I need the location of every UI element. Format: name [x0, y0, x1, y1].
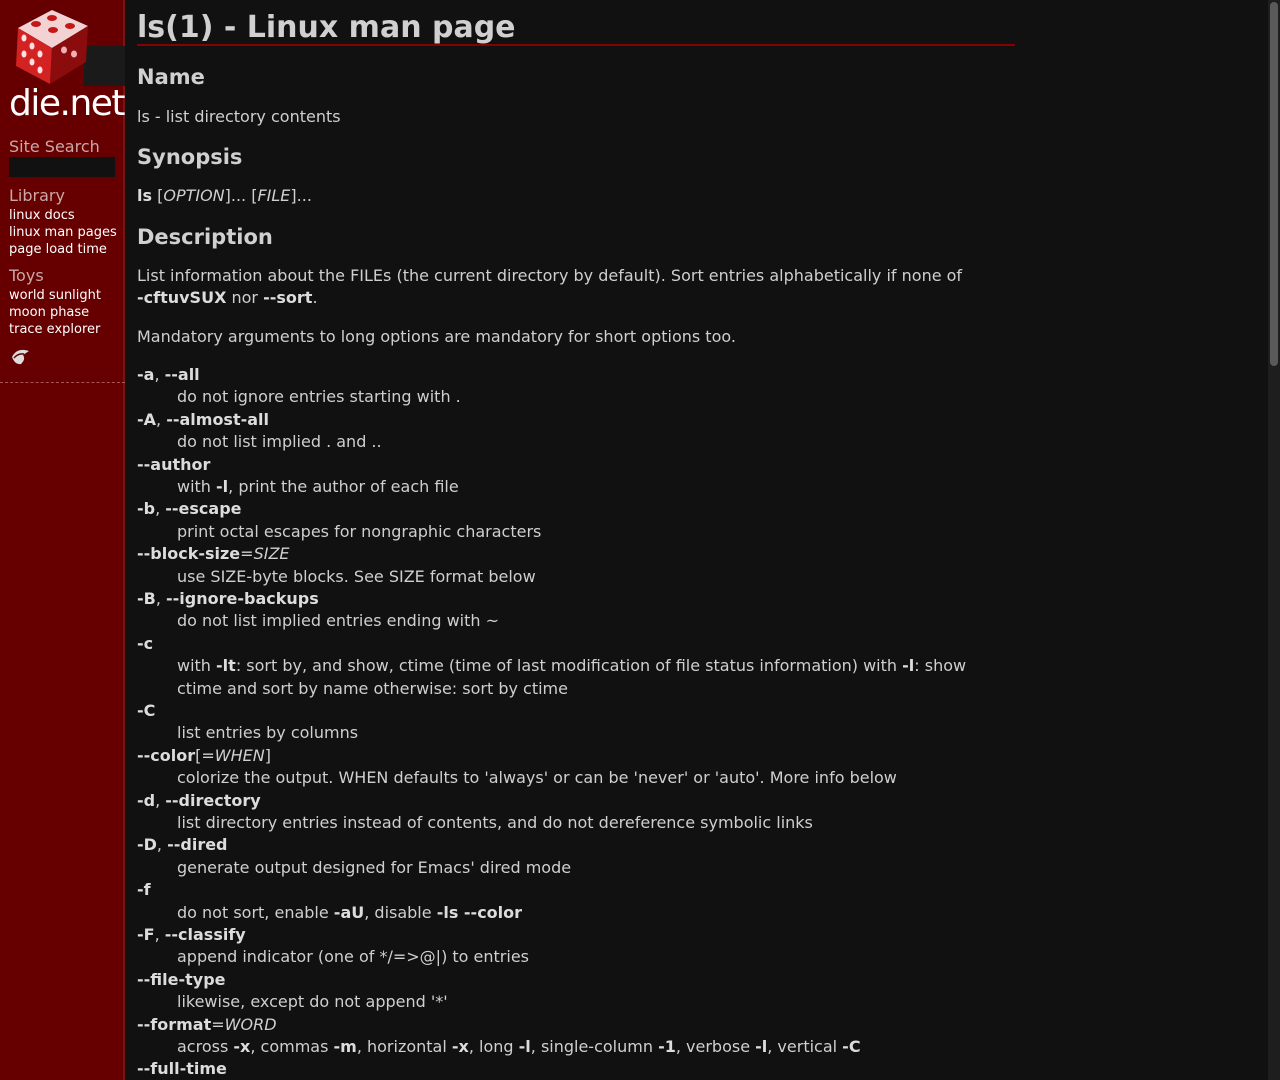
option-b — [137, 498, 242, 520]
synopsis-part: ]... [ — [224, 186, 258, 205]
option-short: -A — [137, 410, 157, 429]
synopsis-part: ]... — [290, 186, 312, 205]
mandatory-args-text: Mandatory arguments to long options are mandatory for short options too. — [137, 327, 736, 346]
option-long: --full-time — [137, 1059, 227, 1078]
brand-text: die.net — [9, 83, 125, 124]
sidebar-divider — [0, 382, 125, 383]
option-ref: -l — [216, 477, 229, 496]
text-part: , horizontal — [356, 1037, 452, 1056]
option-long: --all — [164, 365, 200, 384]
option-short: -C — [137, 701, 156, 720]
option-ref: -1 — [658, 1037, 676, 1056]
section-name-heading: Name — [137, 65, 205, 89]
scrollbar-thumb[interactable] — [1270, 2, 1278, 366]
option-b-desc: print octal escapes for nongraphic characters — [177, 522, 542, 541]
option-sep: , — [154, 365, 165, 384]
link-world-sunlight[interactable]: world sunlight — [9, 288, 101, 303]
option-ref: -x — [451, 1037, 469, 1056]
option-f-desc — [177, 902, 522, 925]
synopsis-text — [137, 185, 312, 207]
option-long: --ignore-backups — [166, 589, 319, 608]
text-part: : show — [914, 656, 967, 675]
option-a — [137, 364, 200, 386]
option-long: --block-size — [137, 544, 241, 563]
option-format-desc — [177, 1036, 861, 1059]
option-D-desc: generate output designed for Emacs' dired mode — [177, 858, 572, 877]
option-arg: SIZE — [253, 544, 290, 563]
option-c-desc-line-1 — [177, 655, 966, 678]
option-short: -a — [137, 365, 155, 384]
option-ref: -l — [518, 1037, 531, 1056]
option-long: --color — [137, 746, 196, 765]
option-A-desc: do not list implied . and .. — [177, 432, 382, 451]
link-moon-phase[interactable]: moon phase — [9, 305, 90, 320]
synopsis-command: ls — [137, 186, 153, 205]
option-B-desc: do not list implied entries ending with ~ — [177, 611, 500, 630]
text-part: do not sort, enable — [177, 903, 334, 922]
option-block-size-desc: use SIZE-byte blocks. See SIZE format below — [177, 567, 536, 586]
option-ref: -lt — [216, 656, 236, 675]
option-A — [137, 409, 269, 431]
option-long: --file-type — [137, 970, 226, 989]
option-d-desc: list directory entries instead of contents, and do not dereference symbolic links — [177, 813, 813, 832]
option-ref: -x — [233, 1037, 251, 1056]
option-sep: , — [154, 925, 165, 944]
option-c — [137, 633, 153, 655]
text-part: across — [177, 1037, 234, 1056]
option-D — [137, 834, 228, 856]
option-ref: -aU — [333, 903, 365, 922]
section-synopsis-heading: Synopsis — [137, 145, 243, 169]
text-part: , verbose — [675, 1037, 756, 1056]
library-heading: Library — [9, 186, 65, 205]
option-short: -D — [137, 835, 157, 854]
link-linux-man-pages[interactable]: linux man pages — [9, 225, 117, 240]
option-sep: [= — [195, 746, 215, 765]
option-sep: , — [155, 791, 166, 810]
text-part: , single-column — [530, 1037, 659, 1056]
description-line-2 — [137, 287, 318, 309]
option-ref: -m — [333, 1037, 357, 1056]
option-block-size — [137, 543, 290, 565]
text-part: , commas — [250, 1037, 334, 1056]
option-sep: , — [156, 410, 167, 429]
feed-icon[interactable] — [9, 345, 31, 367]
site-search-input[interactable] — [9, 157, 115, 177]
option-short: -F — [137, 925, 155, 944]
option-ref: -ls --color — [436, 903, 523, 922]
text-part: , long — [468, 1037, 519, 1056]
option-full-time — [137, 1058, 227, 1080]
option-long: --dired — [167, 835, 228, 854]
synopsis-part: [ — [152, 186, 164, 205]
option-C-desc: list entries by columns — [177, 723, 359, 742]
toys-heading: Toys — [9, 266, 44, 285]
option-author-desc — [177, 476, 459, 499]
site-logo[interactable] — [0, 0, 125, 130]
option-F-desc: append indicator (one of */=>@|) to entries — [177, 947, 529, 966]
text-part: nor — [226, 288, 264, 307]
option-arg: WHEN — [214, 746, 265, 765]
option-arg: WORD — [224, 1015, 277, 1034]
section-description-heading: Description — [137, 225, 273, 249]
option-long: --escape — [165, 499, 242, 518]
option-short: -f — [137, 880, 151, 899]
option-sep: , — [156, 835, 168, 854]
name-text: ls - list directory contents — [137, 107, 341, 126]
link-trace-explorer[interactable]: trace explorer — [9, 322, 101, 337]
text-part: with — [177, 477, 217, 496]
text-part: with — [177, 656, 217, 675]
option-ref: -C — [842, 1037, 861, 1056]
vertical-scrollbar[interactable] — [1268, 0, 1280, 1080]
option-format — [137, 1014, 277, 1036]
link-linux-docs[interactable]: linux docs — [9, 208, 75, 223]
option-ref: -l — [902, 656, 915, 675]
option-C — [137, 700, 155, 722]
option-short: -d — [137, 791, 156, 810]
link-page-load-time[interactable]: page load time — [9, 242, 107, 257]
site-search-heading: Site Search — [9, 137, 100, 156]
option-c-desc-line-2: ctime and sort by name otherwise: sort by ctime — [177, 679, 568, 698]
text-part: : sort by, and show, ctime (time of last modification of file status information) with — [235, 656, 903, 675]
option-f — [137, 879, 151, 901]
option-author — [137, 454, 210, 476]
option-color — [137, 745, 271, 767]
sidebar — [0, 0, 125, 1080]
dice-icon — [12, 8, 92, 86]
page-title: ls(1) - Linux man page — [137, 10, 1015, 46]
option-long: --directory — [165, 791, 261, 810]
text-part: , vertical — [767, 1037, 843, 1056]
synopsis-file: FILE — [257, 186, 291, 205]
option-sep: , — [155, 589, 167, 608]
option-long: --format — [137, 1015, 212, 1034]
option-a-desc: do not ignore entries starting with . — [177, 387, 461, 406]
option-sep: , — [155, 499, 166, 518]
option-d — [137, 790, 261, 812]
option-B — [137, 588, 319, 610]
text-part: , disable — [364, 903, 437, 922]
option-long: --classify — [164, 925, 246, 944]
option-short: -B — [137, 589, 156, 608]
option-ref: --sort — [263, 288, 313, 307]
synopsis-option: OPTION — [163, 186, 225, 205]
option-file-type-desc: likewise, except do not append '*' — [177, 992, 448, 1011]
option-long: --author — [137, 455, 211, 474]
option-F — [137, 924, 246, 946]
option-sep: = — [240, 544, 254, 563]
option-short: -b — [137, 499, 156, 518]
description-line-1: List information about the FILEs (the current directory by default). Sort entries alphabetically if none of — [137, 266, 963, 285]
option-ref: -l — [755, 1037, 768, 1056]
option-short: -c — [137, 634, 154, 653]
option-file-type — [137, 969, 226, 991]
option-ref: -cftuvSUX — [137, 288, 227, 307]
option-sep: = — [211, 1015, 225, 1034]
text-part: , print the author of each file — [228, 477, 459, 496]
option-color-desc: colorize the output. WHEN defaults to 'always' or can be 'never' or 'auto'. More info below — [177, 768, 897, 787]
option-sep: ] — [264, 746, 271, 765]
option-long: --almost-all — [166, 410, 270, 429]
text-part: . — [312, 288, 318, 307]
